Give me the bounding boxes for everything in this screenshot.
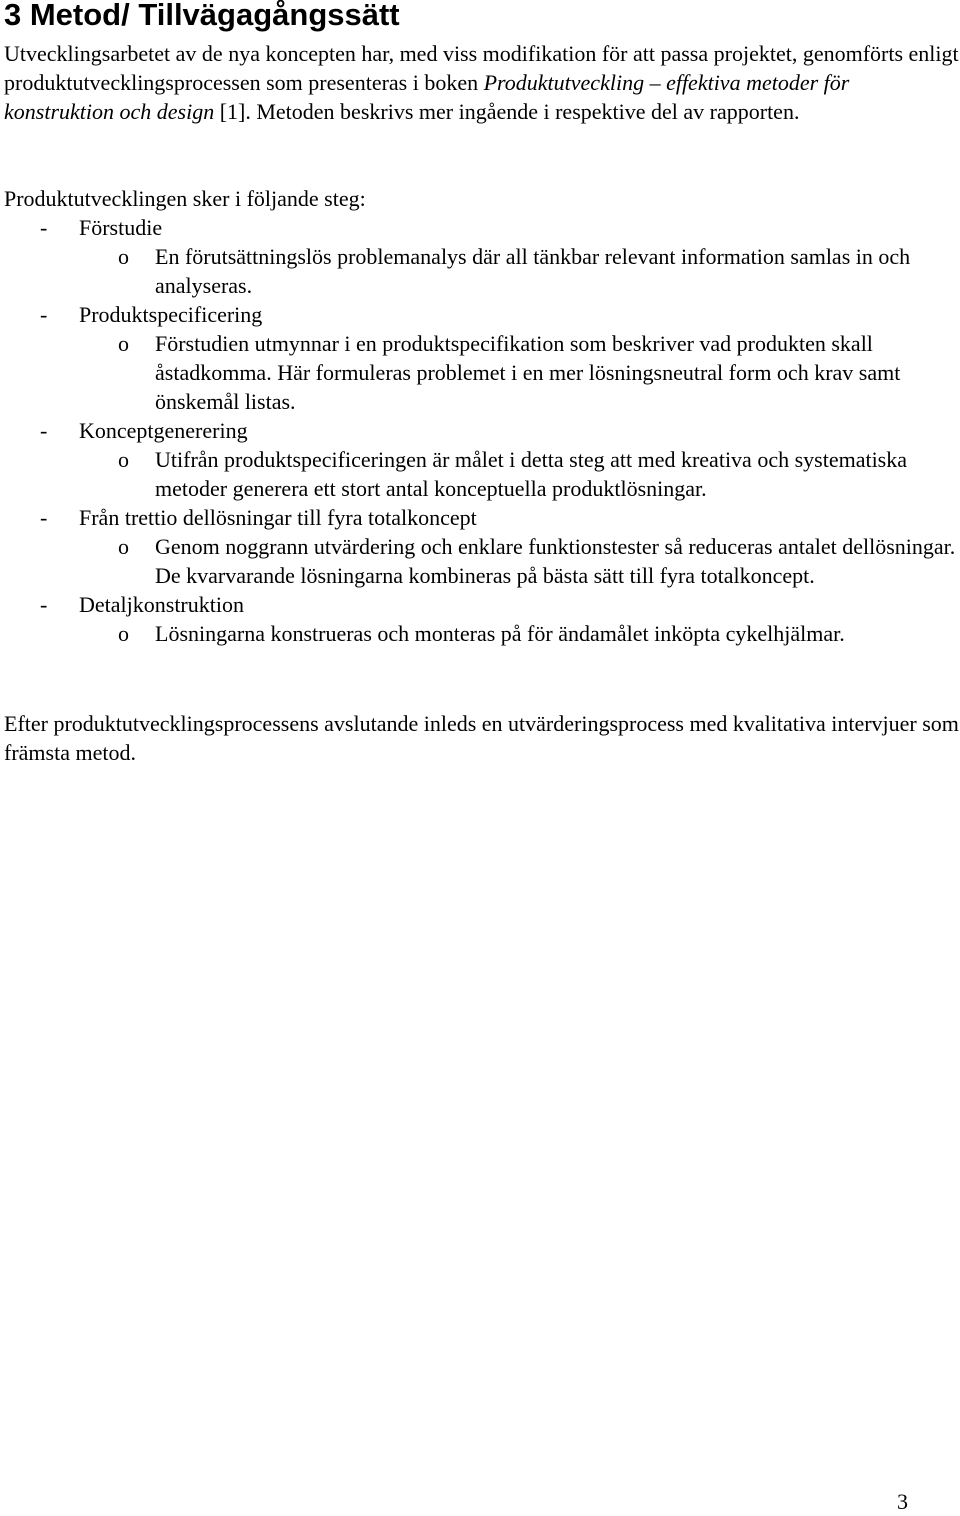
step-detail — [0, 445, 960, 503]
step-heading — [0, 503, 960, 532]
step-detail-text: En förutsättningslös problemanalys där all tänkbar relevant information samlas in och analyseras. — [155, 244, 911, 298]
step-detail-text: Utifrån produktspecificeringen är målet i detta steg att med kreativa och systematiska metoder generera ett stort antal konceptuella produktlösningar. — [155, 447, 908, 501]
step-heading — [0, 213, 960, 242]
dash-bullet: - — [40, 505, 48, 530]
step-item — [0, 590, 960, 648]
step-details — [0, 619, 960, 648]
step-title: Produktspecificering — [79, 302, 263, 327]
dash-bullet: - — [40, 592, 48, 617]
step-heading — [0, 416, 960, 445]
dash-bullet: - — [40, 215, 48, 240]
step-detail-text: Lösningarna konstrueras och monteras på för ändamålet inköpta cykelhjälmar. — [155, 621, 845, 646]
step-details — [0, 329, 960, 416]
intro-text-start: Utvecklingsarbetet av de nya koncepten har, med viss modifikation för att passa projektet, genomförts enligt produktutvecklingsprocessen som presenteras i boken — [4, 41, 959, 95]
step-detail-text: Genom noggrann utvärdering och enklare funktionstester så reduceras antalet dellösningar. De kvarvarande lösningarna kombineras på bästa sätt till fyra totalkoncept. — [155, 534, 956, 588]
step-details — [0, 532, 960, 590]
step-detail — [0, 532, 960, 590]
step-title: Detaljkonstruktion — [79, 592, 244, 617]
step-details — [0, 445, 960, 503]
step-item — [0, 503, 960, 590]
step-detail-text: Förstudien utmynnar i en produktspecifikation som beskriver vad produkten skall åstadkomma. Här formuleras problemet i en mer lösningsneutral form och krav samt önskemål listas. — [155, 331, 901, 414]
dash-bullet: - — [40, 302, 48, 327]
step-title: Konceptgenerering — [79, 418, 248, 443]
intro-text-end: [1]. Metoden beskrivs mer ingående i respektive del av rapporten. — [214, 99, 800, 124]
closing-paragraph: Efter produktutvecklingsprocessens avslutande inleds en utvärderingsprocess med kvalitativa intervjuer som främsta metod. — [4, 711, 959, 765]
process-steps-list — [0, 213, 960, 648]
step-item — [0, 300, 960, 416]
dash-bullet: - — [40, 418, 48, 443]
step-item — [0, 416, 960, 503]
page-number: 3 — [897, 1489, 908, 1514]
step-heading — [0, 590, 960, 619]
book-title: Produktutveckling – effektiva metoder för konstruktion och design — [4, 70, 850, 124]
step-details — [0, 242, 960, 300]
step-detail — [0, 619, 960, 648]
step-title: Från trettio dellösningar till fyra totalkoncept — [79, 505, 477, 530]
circle-bullet: o — [118, 621, 129, 646]
circle-bullet: o — [118, 447, 129, 472]
step-detail — [0, 242, 960, 300]
step-heading — [0, 300, 960, 329]
steps-lead-paragraph: Produktutvecklingen sker i följande steg: — [4, 186, 366, 211]
circle-bullet: o — [118, 244, 129, 269]
section-heading: 3 Metod/ Tillvägagångssätt — [4, 0, 400, 32]
step-item — [0, 213, 960, 300]
intro-paragraph — [4, 39, 960, 126]
step-detail — [0, 329, 960, 416]
step-title: Förstudie — [79, 215, 163, 240]
circle-bullet: o — [118, 331, 129, 356]
circle-bullet: o — [118, 534, 129, 559]
